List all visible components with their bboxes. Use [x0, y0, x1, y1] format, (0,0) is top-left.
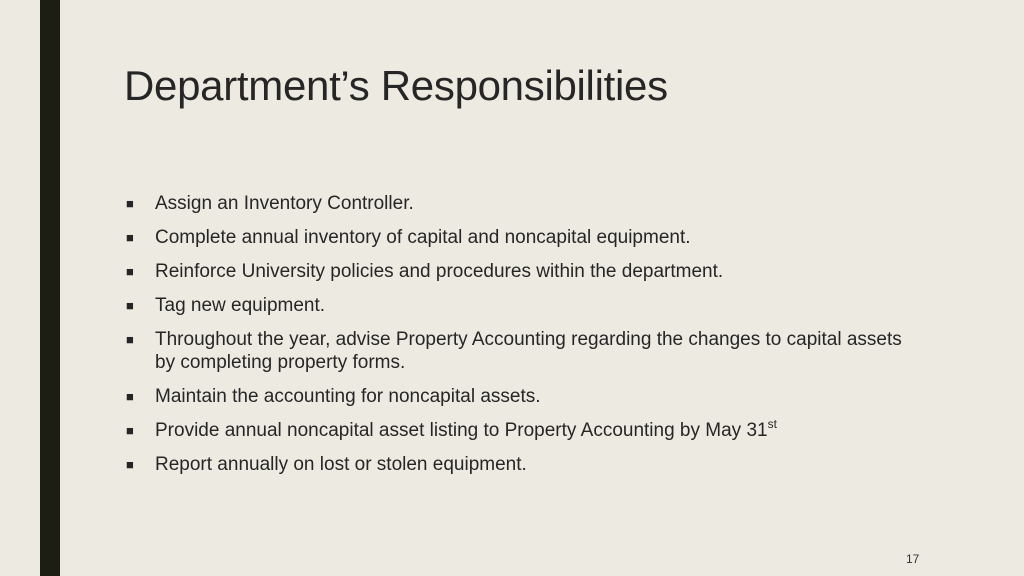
bullet-item: [124, 294, 924, 317]
bullet-item: [124, 385, 924, 408]
square-bullet-icon: ■: [126, 457, 134, 472]
square-bullet-icon: ■: [126, 196, 134, 211]
bullet-text: [155, 416, 777, 441]
bullet-item: [124, 453, 924, 476]
slide-title: Department’s Responsibilities: [124, 62, 668, 109]
bullet-text: Throughout the year, advise Property Accounting regarding the changes to capital assets by completing property forms.: [155, 329, 902, 373]
ordinal-suffix: st: [767, 416, 777, 431]
bullet-text: Reinforce University policies and procedures within the department.: [155, 261, 724, 282]
accent-bar: [40, 0, 60, 576]
bullet-text-main: Provide annual noncapital asset listing to Property Accounting by May 31: [155, 420, 768, 441]
bullet-text: Tag new equipment.: [155, 295, 326, 316]
bullet-text: Complete annual inventory of capital and noncapital equipment.: [155, 227, 691, 248]
bullet-list: [124, 192, 924, 487]
square-bullet-icon: ■: [126, 332, 134, 347]
square-bullet-icon: ■: [126, 230, 134, 245]
bullet-item: [124, 192, 924, 215]
square-bullet-icon: ■: [126, 298, 134, 313]
square-bullet-icon: ■: [126, 389, 134, 404]
bullet-item: [124, 416, 924, 442]
bullet-text: Maintain the accounting for noncapital assets.: [155, 386, 541, 407]
bullet-item: [124, 260, 924, 283]
page-number: 17: [906, 552, 920, 566]
bullet-item: [124, 328, 924, 374]
bullet-text: Assign an Inventory Controller.: [155, 193, 414, 214]
bullet-text: Report annually on lost or stolen equipment.: [155, 454, 527, 475]
square-bullet-icon: ■: [126, 423, 134, 438]
square-bullet-icon: ■: [126, 264, 134, 279]
bullet-item: [124, 226, 924, 249]
